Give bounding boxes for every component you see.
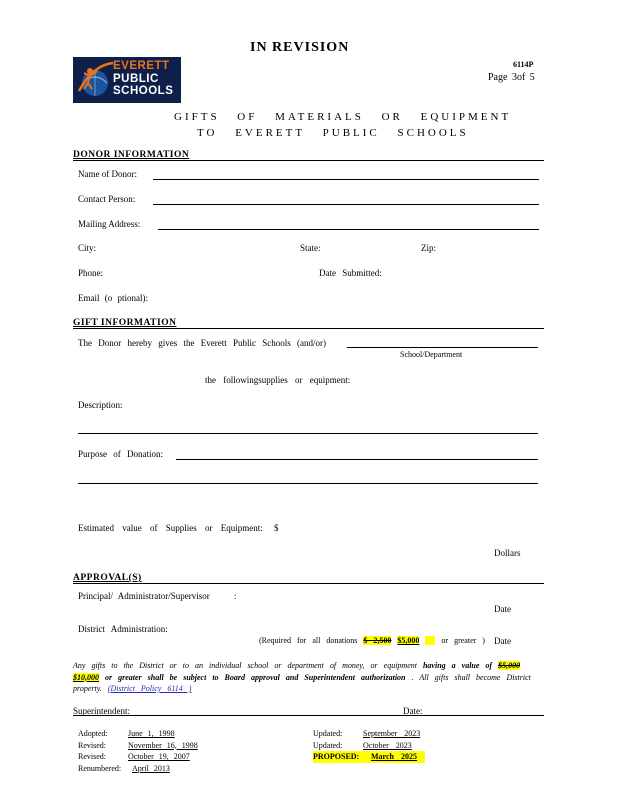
notice-part-5: become District property.: [73, 672, 531, 693]
district-logo: [73, 57, 181, 103]
history-row: Revised: November 16, 1998: [78, 740, 198, 750]
approval-section-heading: APPROVAL(S): [73, 573, 142, 583]
date-submitted-label: Date Submitted:: [319, 268, 382, 278]
notice-amount-new: $10,000: [73, 672, 99, 682]
required-note: [259, 636, 485, 645]
purpose-field[interactable]: [176, 459, 538, 460]
section-divider: [73, 328, 544, 329]
email-label: Email (o ptional):: [78, 293, 148, 303]
history-row: Revised: October 19, 2007: [78, 752, 190, 761]
page-label: Page 3of 5: [488, 72, 535, 83]
notice-part-4: . All gifts shall: [411, 672, 471, 682]
required-prefix: (Required for all donations: [259, 636, 358, 645]
superintendent-date-label: Date:: [403, 706, 423, 716]
notice-part-2: having a value of: [422, 661, 493, 670]
gives-statement: The Donor hereby gives the Everett Public Schools (and/or): [78, 338, 326, 348]
donor-name-field[interactable]: [153, 179, 539, 180]
gift-section-heading: GIFT INFORMATION: [73, 318, 177, 328]
following-supplies-text: the followingsupplies or equipment:: [205, 375, 351, 385]
principal-date-label: Date: [494, 604, 511, 614]
district-date-label: Date: [494, 636, 511, 646]
state-label: State:: [300, 243, 321, 253]
amount-new: $5,000: [397, 636, 420, 645]
revision-status: IN REVISION: [250, 40, 350, 55]
district-admin-label: District Administration:: [78, 624, 168, 634]
history-row: Updated: September 2023: [313, 729, 421, 738]
notice-amount-old: $5,000: [498, 661, 521, 670]
globe-icon: [75, 57, 115, 103]
policy-number: 6114P: [513, 60, 534, 69]
section-divider: [73, 160, 544, 161]
history-row: Updated: October 2023: [313, 740, 412, 750]
description-label: Description:: [78, 400, 123, 410]
contact-person-label: Contact Person:: [78, 194, 136, 204]
description-field[interactable]: [78, 433, 538, 434]
zip-label: Zip:: [421, 243, 436, 253]
purpose-label: Purpose of Donation:: [78, 449, 163, 459]
logo-line-2: PUBLIC: [113, 72, 159, 85]
history-row-proposed: PROPOSED: March 2025: [313, 751, 425, 763]
notice-part-3: or greater shall be subject to Board approval and Superintendent authorization: [105, 672, 406, 682]
form-title-line-1: GIFTS OF MATERIALS OR EQUIPMENT: [174, 111, 512, 123]
logo-line-3: SCHOOLS: [113, 85, 174, 97]
principal-colon: :: [234, 591, 237, 601]
donor-section-heading: DONOR INFORMATION: [73, 150, 190, 160]
district-policy-link[interactable]: (District Policy 6114 ): [107, 684, 192, 693]
contact-person-field[interactable]: [153, 204, 539, 205]
history-right: [313, 728, 443, 763]
purpose-field-line-2[interactable]: [78, 483, 538, 484]
section-divider: [73, 583, 544, 584]
gift-policy-notice: [73, 660, 543, 695]
superintendent-label: Superintendent:: [73, 706, 130, 716]
dollars-label: Dollars: [494, 548, 521, 558]
estimated-value-label: Estimated value of Supplies or Equipment:: [78, 523, 263, 533]
mailing-address-label: Mailing Address:: [78, 219, 141, 229]
phone-label: Phone:: [78, 268, 104, 278]
dollar-sign: $: [274, 523, 279, 533]
required-suffix: or greater ): [441, 636, 485, 645]
form-title-line-2: TO EVERETT PUBLIC SCHOOLS: [197, 127, 469, 139]
logo-line-1: EVERETT: [113, 60, 170, 72]
amount-struck: $ 2,500: [363, 636, 392, 645]
history-row: Adopted: June 1, 1998: [78, 729, 175, 738]
school-department-field[interactable]: [347, 347, 538, 348]
mailing-address-field[interactable]: [158, 229, 539, 230]
principal-label: Principal/ Administrator/Supervisor: [78, 591, 210, 601]
history-left: [78, 728, 210, 774]
school-department-label: School/Department: [400, 350, 463, 359]
donor-name-label: Name of Donor:: [78, 169, 137, 179]
notice-part-1: Any gifts to the District or to an individual school or department of money, or equipment: [73, 661, 417, 670]
superintendent-signature-line[interactable]: [73, 715, 544, 716]
city-label: City:: [78, 243, 97, 253]
history-row: Renumbered: April 2013: [78, 763, 170, 773]
